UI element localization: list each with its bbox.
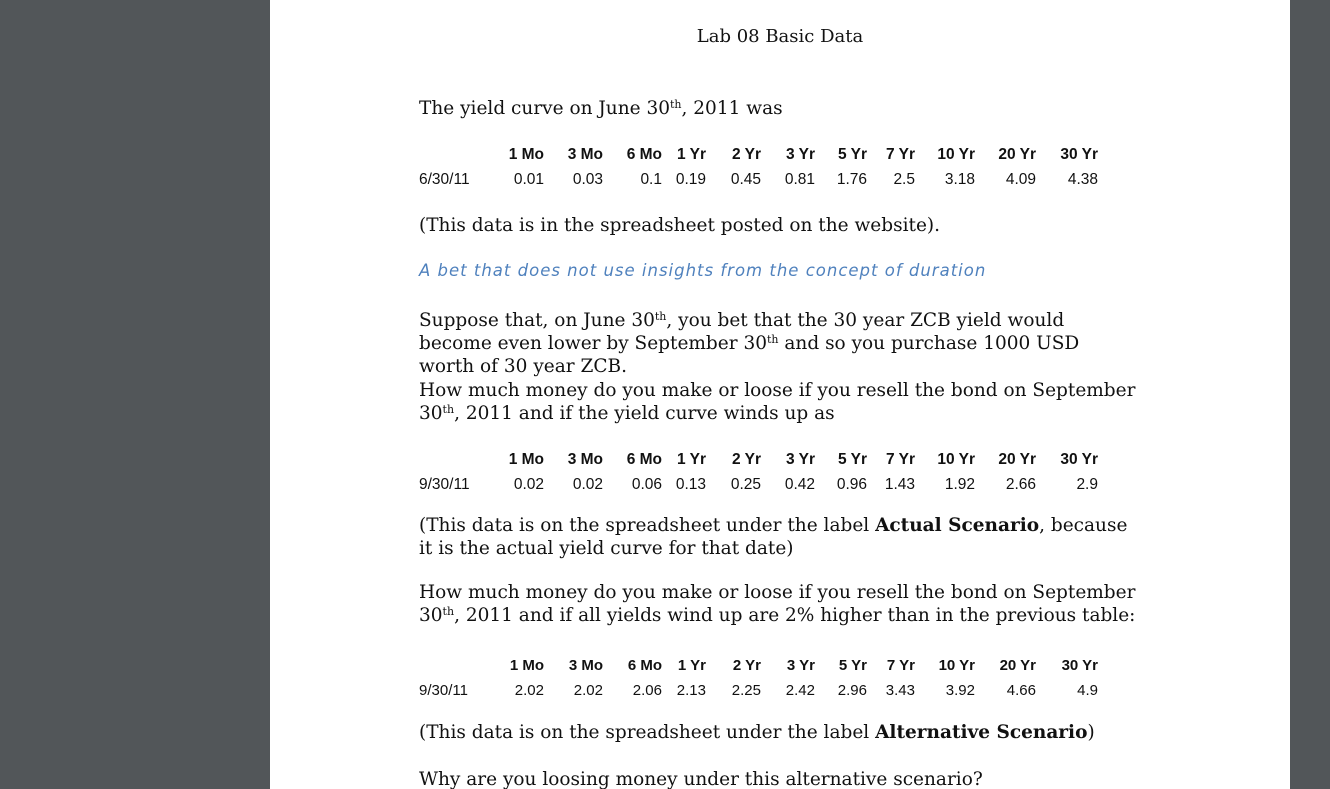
spreadsheet-note: (This data is in the spreadsheet posted on the website). [419,215,940,236]
document-title: Lab 08 Basic Data [696,26,864,47]
yield-table-june [419,142,1098,192]
alternative-scenario-note: (This data is on the spreadsheet under the label Alternative Scenario) [419,722,1095,743]
question-alternative: How much money do you make or loose if you resell the bond on September 30th, 2011 and if all yields wind up are 2% higher than in the previous table: [419,582,1136,626]
table-row: 6/30/11 0.01 0.03 0.1 0.19 0.45 0.81 1.76 2.5 3.18 4.09 4.38 [419,170,1098,188]
table-row: 9/30/11 0.02 0.02 0.06 0.13 0.25 0.42 0.96 1.43 1.92 2.66 2.9 [419,475,1098,493]
table-row: 9/30/11 2.02 2.02 2.06 2.13 2.25 2.42 2.96 3.43 3.92 4.66 4.9 [419,682,1098,699]
table-header-row: 1 Mo 3 Mo 6 Mo 1 Yr 2 Yr 3 Yr 5 Yr 7 Yr 10 Yr 20 Yr 30 Yr [508,450,1098,468]
question-why: Why are you loosing money under this alternative scenario? [419,769,983,789]
suppose-paragraph: Suppose that, on June 30th, you bet that the 30 year ZCB yield would become even lower by September 30th and so you purchase 1000 USD worth of 30 year ZCB. [419,310,1080,377]
actual-scenario-note: (This data is on the spreadsheet under the label Actual Scenario, because it is the actual yield curve for that date) [419,515,1128,559]
section-heading: A bet that does not use insights from the concept of duration [419,261,987,280]
intro-paragraph: The yield curve on June 30th, 2011 was [419,98,783,119]
yield-table-alternative [419,653,1098,703]
yield-table-actual [419,447,1098,497]
question-actual: How much money do you make or loose if you resell the bond on September 30th, 2011 and if the yield curve winds up as [419,380,1136,424]
table-header-row: 1 Mo 3 Mo 6 Mo 1 Yr 2 Yr 3 Yr 5 Yr 7 Yr 10 Yr 20 Yr 30 Yr [508,145,1098,163]
table-header-row: 1 Mo 3 Mo 6 Mo 1 Yr 2 Yr 3 Yr 5 Yr 7 Yr 10 Yr 20 Yr 30 Yr [509,657,1098,674]
document-page [270,0,1290,789]
